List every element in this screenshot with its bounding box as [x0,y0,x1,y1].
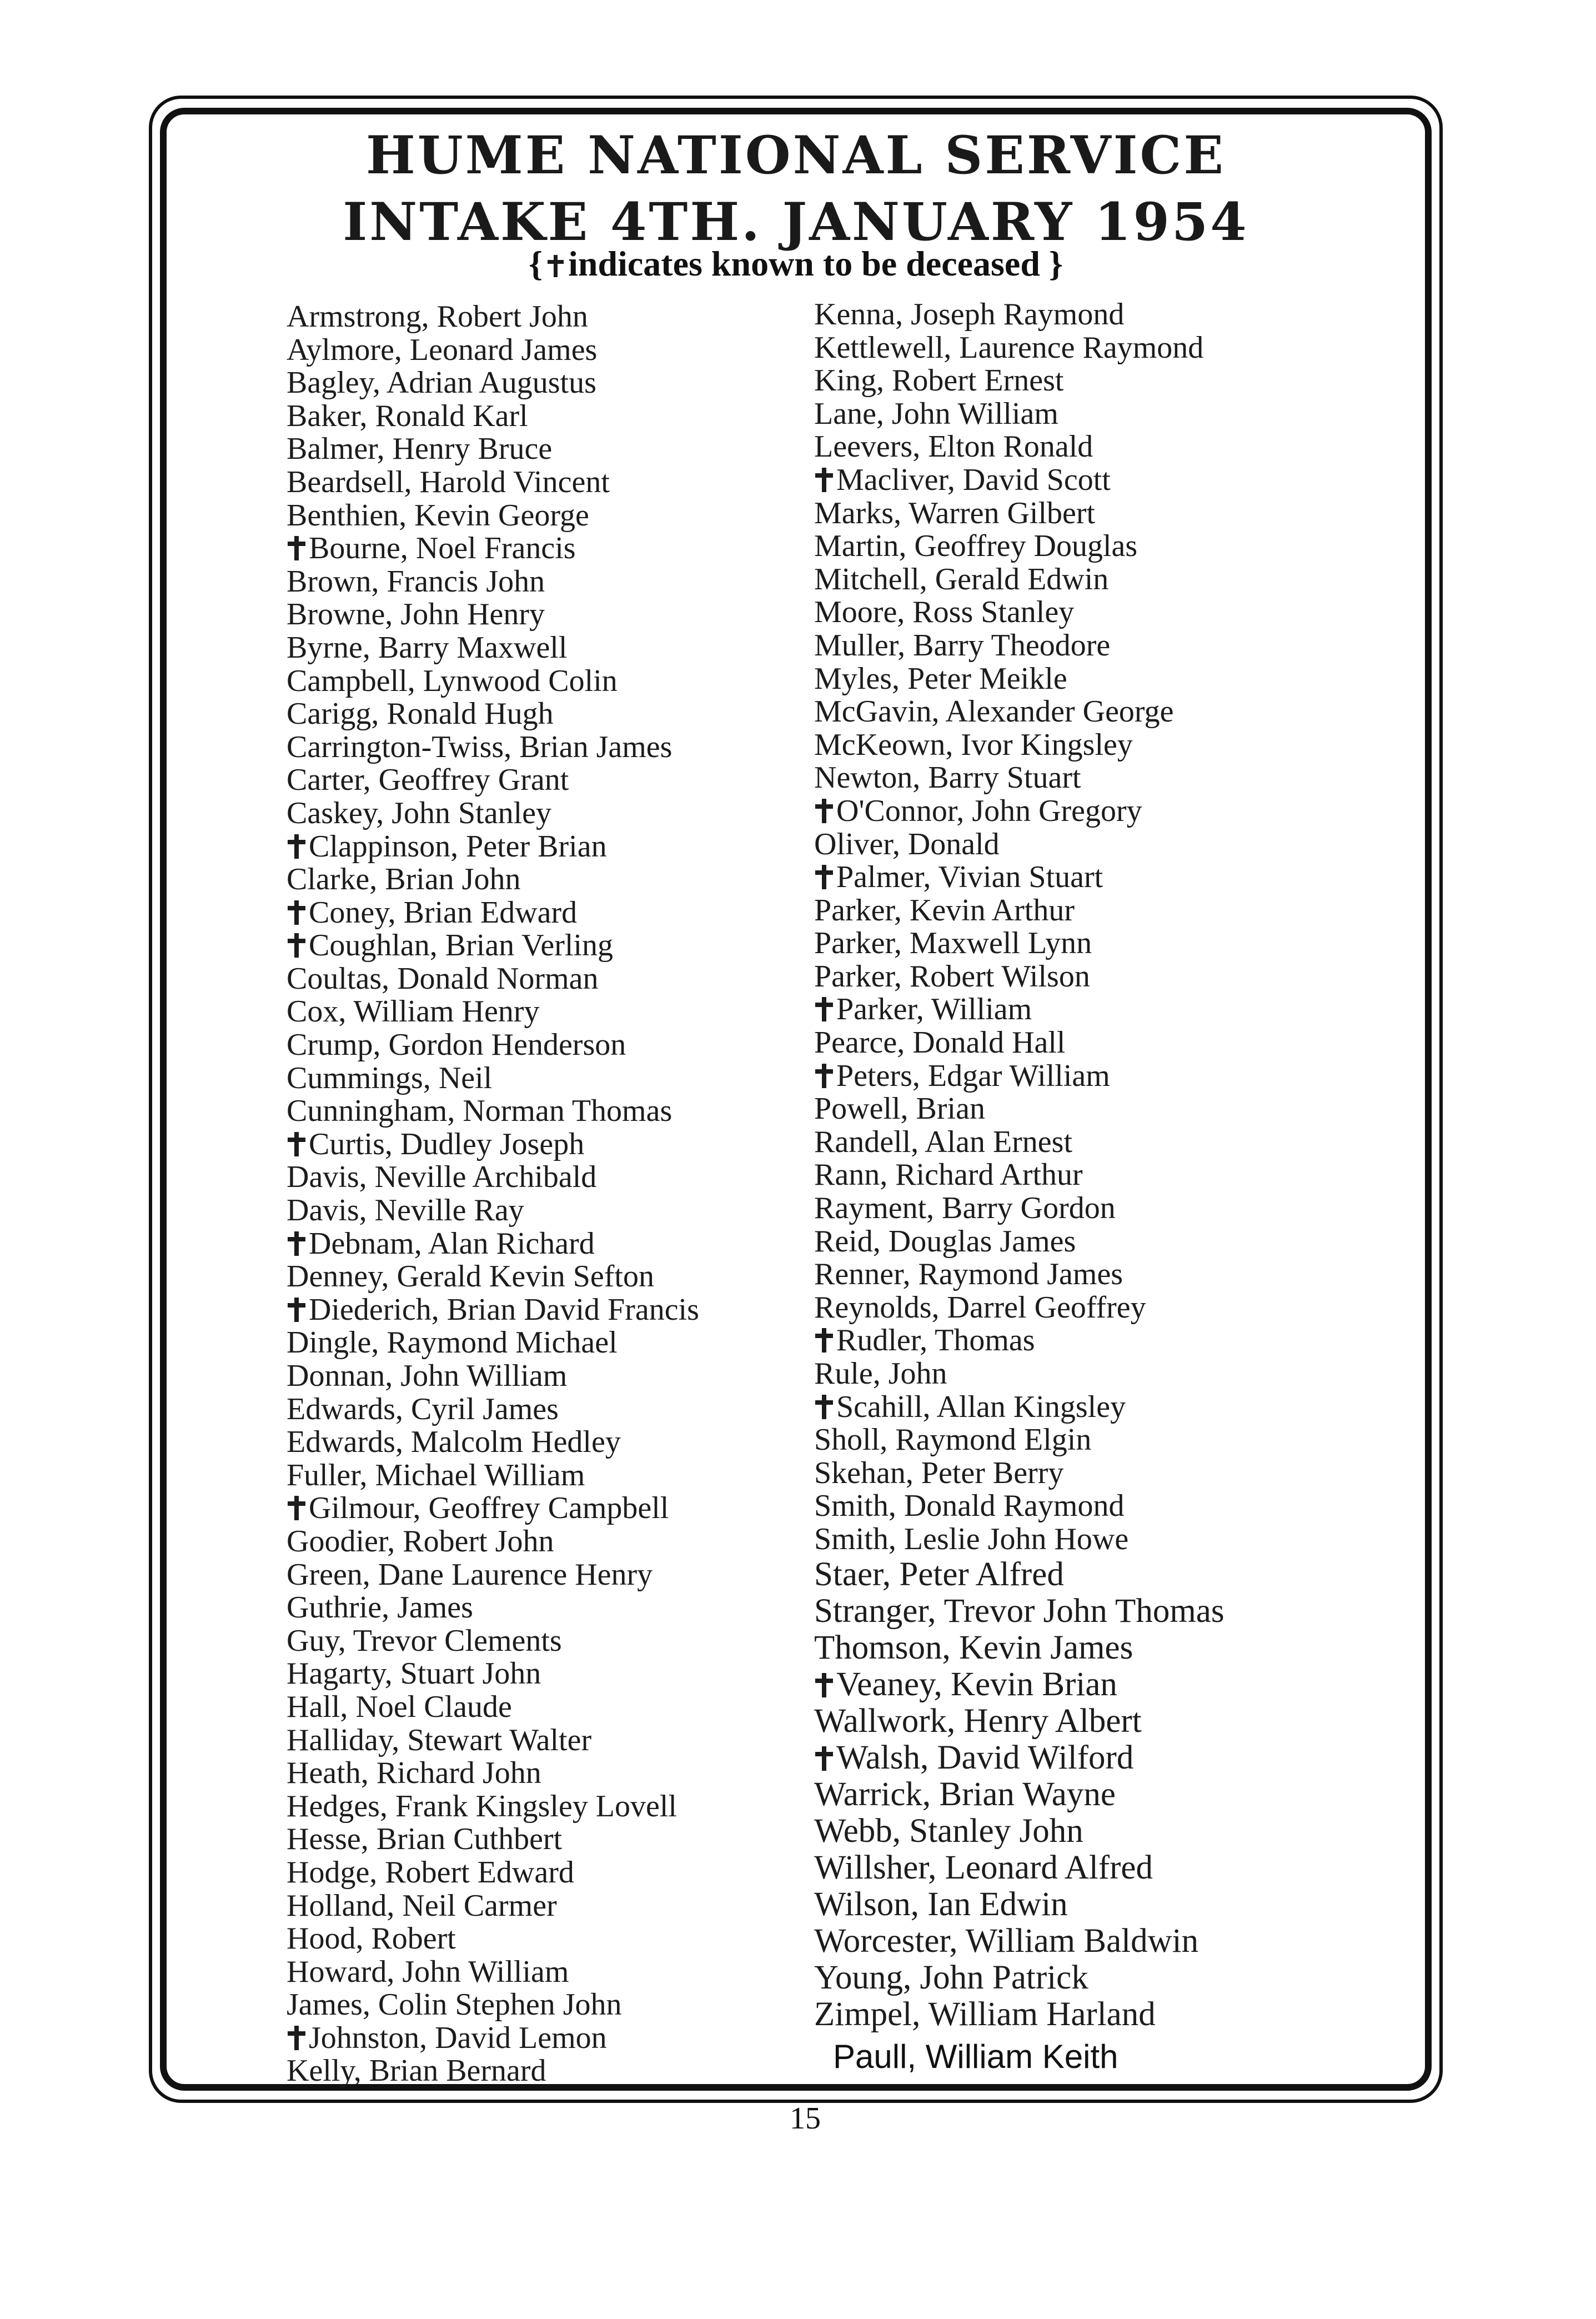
name-entry [287,1525,699,1559]
person-name: Denney, Gerald Kevin Sefton [287,1259,654,1294]
name-entry [814,1776,1224,1813]
name-entry [814,497,1224,530]
person-name: Armstrong, Robert John [287,299,588,334]
name-entry [287,1360,699,1393]
person-name: Johnston, David Lemon [309,2020,607,2055]
person-name: Macliver, David Scott [836,462,1111,497]
person-name: Young, John Patrick [814,1959,1088,1996]
name-entry [814,663,1224,696]
name-entry [814,1192,1224,1225]
person-name: Webb, Stanley John [814,1812,1083,1850]
person-name: Hagarty, Stuart John [287,1656,541,1691]
person-name: Renner, Raymond James [814,1257,1123,1292]
person-name: Kettlewell, Laurence Raymond [814,330,1204,365]
name-entry [814,1093,1224,1126]
name-entry [814,1813,1224,1850]
cross-icon [287,1132,305,1156]
name-entry [814,861,1224,894]
person-name: James, Colin Stephen John [287,1987,622,2022]
cross-icon [814,1673,833,1697]
person-name: Benthien, Kevin George [287,498,589,533]
person-name: Donnan, John William [287,1359,568,1393]
name-entry [287,1492,699,1525]
person-name: Smith, Leslie John Howe [814,1521,1129,1556]
name-entry [814,1556,1224,1593]
name-entry [287,1228,699,1261]
name-entry [814,795,1224,828]
cross-icon [287,1298,305,1322]
names-list-right [814,298,1224,2033]
name-entry [814,927,1224,960]
person-name: Crump, Gordon Henderson [287,1028,626,1063]
name-entry [287,1194,699,1228]
name-entry [814,464,1224,497]
person-name: Rudler, Thomas [836,1323,1035,1358]
name-entry [814,1291,1224,1325]
person-name: Palmer, Vivian Stuart [836,860,1103,895]
name-entry [287,1625,699,1658]
person-name: Goodier, Robert John [287,1524,554,1559]
person-name: Willsher, Leonard Alfred [814,1849,1153,1886]
name-entry [287,598,699,632]
name-entry [287,1790,699,1824]
name-entry [814,596,1224,629]
name-entry [287,1260,699,1294]
name-entry [287,665,699,698]
name-entry [287,1856,699,1890]
name-entry [814,1593,1224,1630]
name-entry [287,797,699,830]
name-entry [814,894,1224,928]
person-name: Caskey, John Stanley [287,795,551,830]
cross-icon [814,799,833,823]
name-entry [287,1095,699,1128]
person-name: Diederich, Brian David Francis [309,1292,699,1327]
person-name: Lane, John William [814,396,1058,431]
person-name: Warrick, Brian Wayne [814,1775,1116,1813]
cross-icon [814,1395,833,1419]
name-entry [287,1922,699,1956]
person-name: Reynolds, Darrel Geoffrey [814,1290,1146,1325]
person-name: Thomson, Kevin James [814,1629,1133,1666]
name-entry [814,1960,1224,1996]
person-name: Worcester, William Baldwin [814,1922,1199,1960]
name-entry [287,1724,699,1757]
name-entry [287,1459,699,1492]
person-name: Cummings, Neil [287,1060,493,1095]
person-name: Smith, Donald Raymond [814,1489,1125,1524]
name-entry [814,1457,1224,1490]
person-name: Carigg, Ronald Hugh [287,697,554,732]
cross-icon [287,1496,305,1520]
person-name: Hodge, Robert Edward [287,1855,574,1890]
cross-icon [287,2026,305,2050]
name-entry [814,364,1224,398]
person-name: O'Connor, John Gregory [836,793,1142,828]
name-entry [814,1225,1224,1259]
cross-icon [287,900,305,925]
person-name: Marks, Warren Gilbert [814,495,1096,530]
name-entry [814,695,1224,729]
person-name: Sholl, Raymond Elgin [814,1423,1092,1457]
person-name: Kenna, Joseph Raymond [814,297,1125,332]
person-name: Debnam, Alan Richard [309,1226,595,1261]
cross-icon [547,255,564,277]
person-name: Hedges, Frank Kingsley Lovell [287,1789,677,1824]
name-entry [814,960,1224,994]
page-number: 15 [790,2101,821,2136]
name-entry [287,731,699,764]
person-name: McKeown, Ivor Kingsley [814,727,1133,762]
person-name: Newton, Barry Stuart [814,760,1081,795]
page-title-line-1: HUME NATIONAL SERVICE [365,125,1226,186]
person-name: Coughlan, Brian Verling [309,928,614,963]
person-name: Edwards, Malcolm Hedley [287,1425,621,1460]
person-name: Reid, Douglas James [814,1224,1076,1259]
name-entry [814,1026,1224,1060]
person-name: Davis, Neville Ray [287,1193,524,1228]
cross-icon [287,834,305,859]
name-entry [287,466,699,499]
name-entry [287,1062,699,1095]
legend-brace: { [528,244,543,283]
person-name: Zimpel, William Harland [814,1995,1156,2033]
name-entry [814,563,1224,597]
person-name: Parker, Maxwell Lynn [814,926,1092,961]
name-entry [814,1630,1224,1666]
person-name: Rule, John [814,1356,947,1391]
person-name: Veaney, Kevin Brian [836,1665,1117,1703]
name-entry [287,1161,699,1194]
name-entry [287,1029,699,1062]
name-entry [287,929,699,963]
name-entry [287,433,699,466]
person-name: Browne, John Henry [287,597,545,632]
person-name: Powell, Brian [814,1091,985,1126]
name-entry [814,762,1224,795]
person-name: Edwards, Cyril James [287,1391,559,1426]
name-entry [287,300,699,334]
person-name: Coney, Brian Edward [309,895,578,930]
name-entry [814,1523,1224,1556]
addendum-name: Paull, William Keith [833,2037,1141,2079]
cross-icon [814,997,833,1021]
name-entry [814,1923,1224,1960]
name-entry [814,332,1224,365]
person-name: Scahill, Allan Kingsley [836,1389,1126,1424]
name-entry [287,367,699,400]
page-title-line-2: INTAKE 4TH. JANUARY 1954 [343,192,1249,253]
name-entry [287,764,699,797]
person-name: Fuller, Michael William [287,1457,585,1492]
person-name: King, Robert Ernest [814,363,1064,398]
name-entry [287,1294,699,1327]
name-entry [814,1358,1224,1391]
person-name: Myles, Peter Meikle [814,661,1067,696]
name-entry [814,298,1224,332]
person-name: Kelly, Brian Bernard [287,2053,546,2088]
person-name: Martin, Geoffrey Douglas [814,529,1138,564]
cross-icon [814,1328,833,1353]
person-name: Heath, Richard John [287,1756,541,1791]
person-name: Bourne, Noel Francis [309,531,576,566]
name-entry [287,863,699,896]
person-name: Guy, Trevor Clements [287,1623,562,1658]
name-entry [814,1424,1224,1457]
person-name: Moore, Ross Stanley [814,595,1075,630]
name-entry [287,2022,699,2055]
name-entry [814,1391,1224,1424]
cross-icon [287,933,305,958]
person-name: Randell, Alan Ernest [814,1124,1073,1159]
person-name: Muller, Barry Theodore [814,628,1111,663]
cross-icon [814,468,833,492]
cross-icon [814,1746,833,1771]
name-entry [287,1989,699,2022]
name-entry [287,1823,699,1856]
person-name: Parker, Kevin Arthur [814,893,1075,928]
person-name: Stranger, Trevor John Thomas [814,1592,1224,1630]
name-entry [287,499,699,533]
cross-icon [814,1064,833,1088]
name-entry [287,1591,699,1625]
person-name: Wilson, Ian Edwin [814,1885,1068,1923]
person-name: Aylmore, Leonard James [287,332,598,367]
person-name: Davis, Neville Archibald [287,1160,597,1195]
person-name: Balmer, Henry Bruce [287,432,553,467]
person-name: Hood, Robert [287,1921,456,1956]
person-name: Peters, Edgar William [836,1058,1110,1093]
name-entry [814,993,1224,1026]
name-entry [814,1996,1224,2033]
name-entry [287,830,699,864]
person-name: Carter, Geoffrey Grant [287,763,569,798]
person-name: Curtis, Dudley Joseph [309,1126,585,1161]
person-name: Walsh, David Wilford [836,1739,1134,1776]
person-name: Oliver, Donald [814,827,1000,862]
name-entry [287,963,699,996]
name-entry [287,698,699,731]
name-entry [287,334,699,367]
name-entry [814,828,1224,862]
name-entry [287,995,699,1029]
name-entry [287,1757,699,1790]
name-entry [814,398,1224,431]
person-name: Rayment, Barry Gordon [814,1191,1116,1226]
name-entry [287,1657,699,1691]
person-name: Staer, Peter Alfred [814,1555,1064,1593]
name-entry [814,1666,1224,1703]
name-entry [814,629,1224,663]
person-name: Green, Dane Laurence Henry [287,1557,653,1592]
name-entry [814,1324,1224,1358]
name-entry [287,1393,699,1426]
person-name: Clarke, Brian John [287,862,521,897]
name-entry [814,1740,1224,1776]
name-entry [287,2055,699,2088]
person-name: Mitchell, Gerald Edwin [814,562,1109,597]
cross-icon [287,536,305,560]
person-name: Coultas, Donald Norman [287,961,599,996]
name-entry [287,1426,699,1459]
name-entry [814,1703,1224,1740]
name-entry [814,530,1224,563]
person-name: Carrington-Twiss, Brian James [287,729,672,764]
cross-icon [814,865,833,889]
person-name: Cox, William Henry [287,994,540,1029]
person-name: Leevers, Elton Ronald [814,429,1093,464]
person-name: Rann, Richard Arthur [814,1158,1083,1193]
deceased-legend [160,243,1432,284]
name-entry [287,532,699,565]
name-entry [287,1559,699,1592]
person-name: McGavin, Alexander George [814,694,1174,729]
person-name: Skehan, Peter Berry [814,1455,1064,1490]
cross-icon [287,1231,305,1256]
legend-text: indicates known to be deceased } [568,244,1063,283]
name-entry [814,729,1224,762]
person-name: Gilmour, Geoffrey Campbell [309,1491,669,1526]
name-entry [814,1850,1224,1886]
person-name: Dingle, Raymond Michael [287,1325,618,1360]
name-entry [814,1886,1224,1923]
person-name: Campbell, Lynwood Colin [287,663,618,698]
person-name: Beardsell, Harold Vincent [287,464,610,499]
person-name: Halliday, Stewart Walter [287,1722,592,1757]
name-entry [814,430,1224,464]
person-name: Holland, Neil Carmer [287,1888,557,1923]
name-entry [287,1691,699,1724]
name-entry [814,1126,1224,1159]
person-name: Bagley, Adrian Augustus [287,365,596,400]
person-name: Pearce, Donald Hall [814,1025,1066,1060]
name-entry [814,1159,1224,1192]
person-name: Hall, Noel Claude [287,1689,512,1724]
person-name: Parker, Robert Wilson [814,959,1090,994]
name-entry [814,1490,1224,1523]
person-name: Byrne, Barry Maxwell [287,630,568,665]
name-entry [287,1128,699,1161]
person-name: Clappinson, Peter Brian [309,829,607,864]
person-name: Parker, William [836,992,1032,1027]
name-entry [814,1060,1224,1093]
person-name: Brown, Francis John [287,564,545,599]
name-entry [287,1326,699,1360]
person-name: Hesse, Brian Cuthbert [287,1822,563,1857]
person-name: Cunningham, Norman Thomas [287,1094,672,1129]
names-list-left [287,300,699,2088]
name-entry [287,400,699,433]
name-entry [814,1258,1224,1291]
person-name: Wallwork, Henry Albert [814,1702,1142,1740]
name-entry [287,565,699,599]
name-entry [287,1890,699,1923]
person-name: Howard, John William [287,1954,569,1989]
name-entry [287,896,699,930]
person-name: Guthrie, James [287,1590,473,1625]
person-name: Baker, Ronald Karl [287,398,528,433]
name-entry [287,632,699,665]
name-entry [287,1956,699,1989]
